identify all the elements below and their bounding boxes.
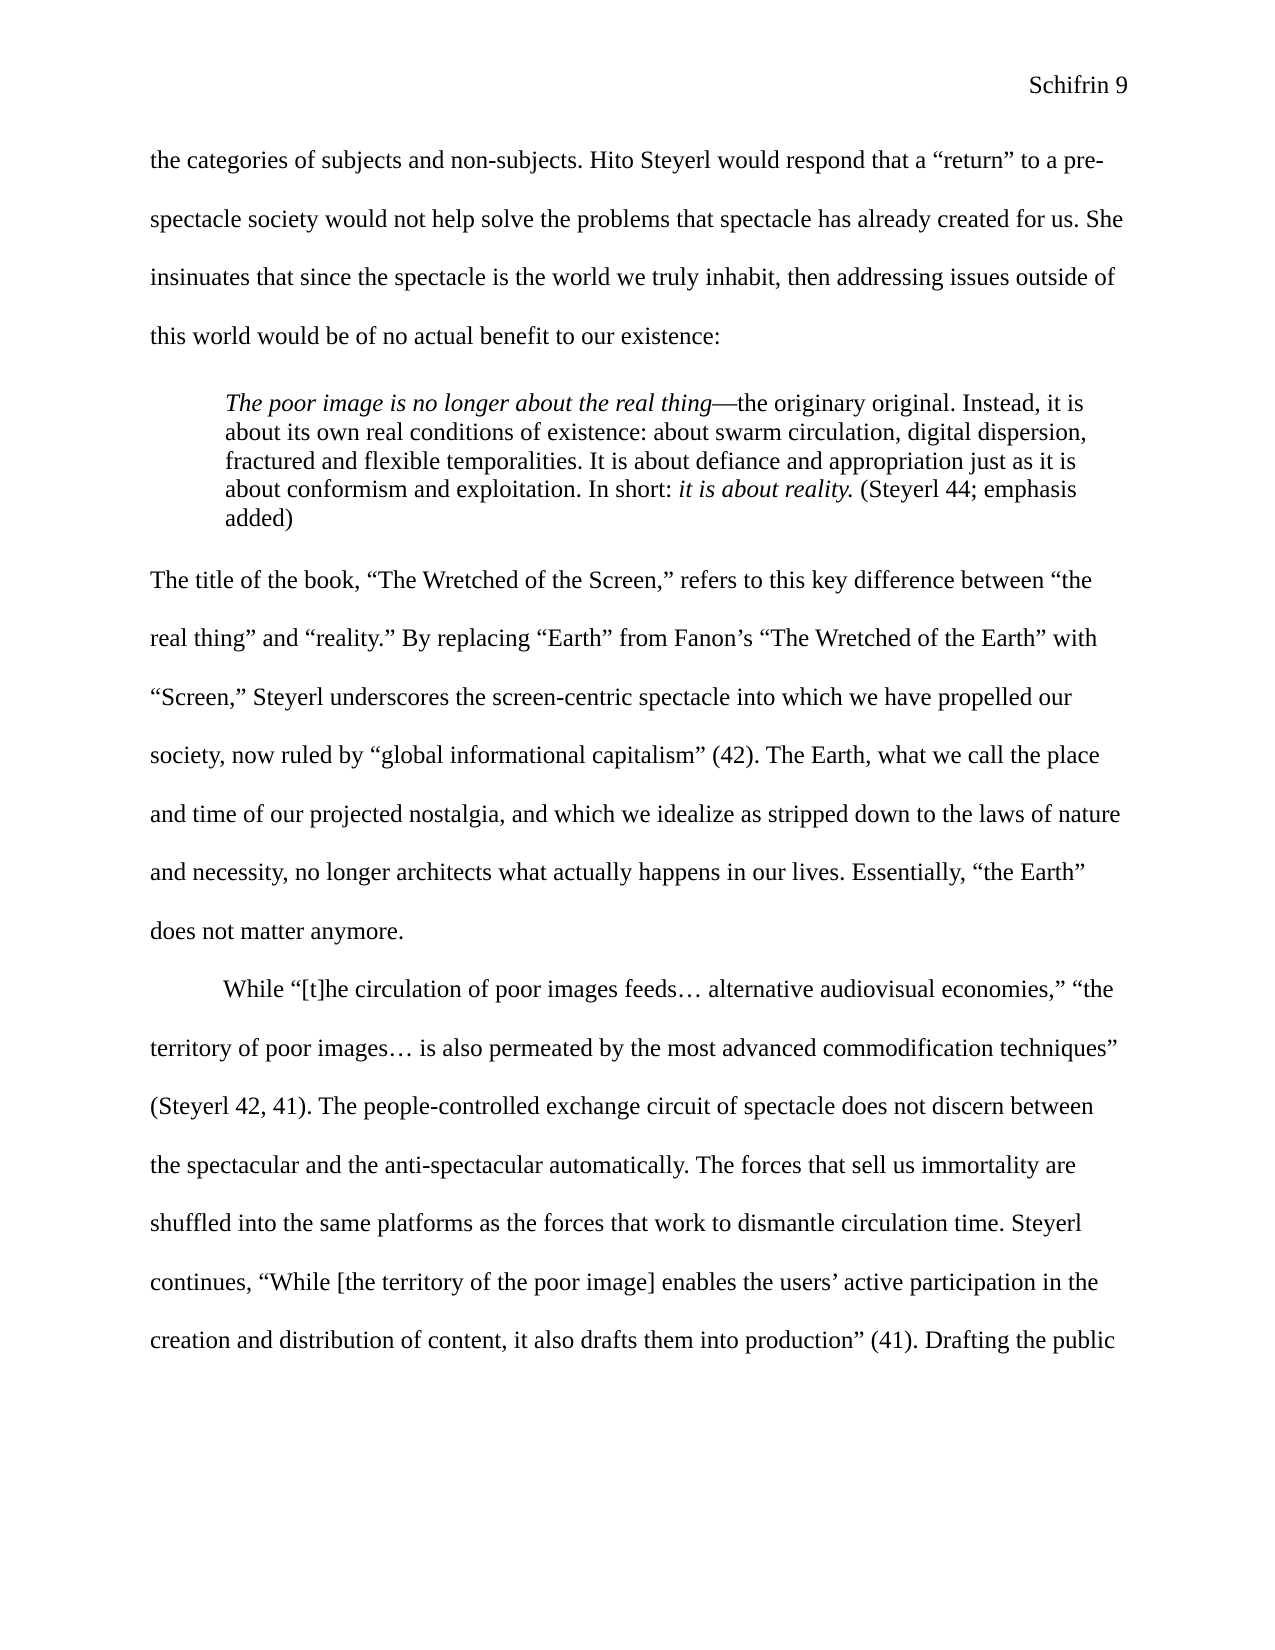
paragraph-after-quote: The title of the book, “The Wretched of the Screen,” refers to this key difference between “the real thing” and “reality.” By replacing “Earth” from Fanon’s “The Wretched of the Earth” with “Screen,” Steyerl underscores the screen-centric spectacle into which we have propelled our society, now ruled by “global informational capitalism” (42). The Earth, what we call the place and time of our projected nostalgia, and which we idealize as stripped down to the laws of nature and necessity, no longer architects what actually happens in our lives. Essentially, “the Earth” does not matter anymore.: [150, 566, 1121, 945]
page-header-author-number: Schifrin 9: [1028, 72, 1128, 99]
paragraph-continuation: the categories of subjects and non-subjects. Hito Steyerl would respond that a “return” to a pre-spectacle society would not help solve the problems that spectacle has already created for us. She insinuates that since the spectacle is the world we truly inhabit, then addressing issues outside of this world would be of no actual benefit to our existence:: [150, 147, 1124, 350]
running-head: [150, 73, 1128, 98]
essay-body: [150, 132, 1128, 1371]
paragraph-while-circulation: While “[t]he circulation of poor images feeds… alternative audiovisual economies,” “the territory of poor images… is also permeated by the most advanced commodification techniques” (Steyerl 42, 41). The people-controlled exchange circuit of spectacle does not discern between the spectacular and the anti-spectacular automatically. The forces that sell us immortality are shuffled into the same platforms as the forces that work to dismantle circulation time. Steyerl continues, “While [the territory of the poor image] enables the users’ active participation in the creation and distribution of content, it also drafts them into production” (41). Drafting the public: [150, 976, 1118, 1355]
block-quote: The poor image is no longer about the real thing—the originary original. Instead, it is about its own real conditions of existence: about swarm circulation, digital dispersion, fractured and flexible temporalities. It is about defiance and appropriation just as it is about conformism and exploitation. In short: it is about reality. (Steyerl 44; emphasis added): [225, 390, 1087, 533]
